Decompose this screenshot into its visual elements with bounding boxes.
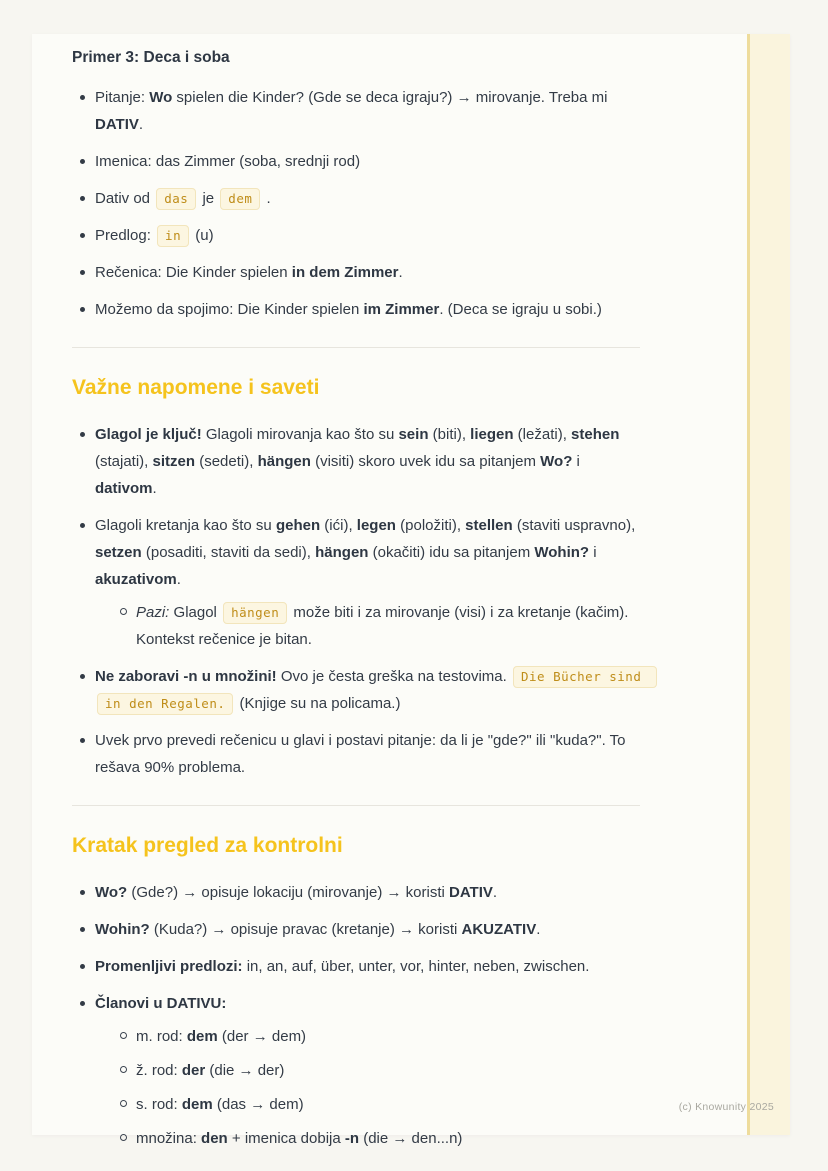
text-segment: . bbox=[492, 884, 498, 901]
text-segment: hängen bbox=[315, 544, 369, 561]
text-segment: dem bbox=[181, 1096, 213, 1113]
list-item bbox=[72, 421, 644, 502]
text-segment: (Gde?) → opisuje lokaciju (mirovanje) → koristi bbox=[127, 884, 449, 901]
section-title-primer-3: Primer 3: Deca i soba bbox=[72, 49, 230, 66]
text-segment: Glagol je ključ! bbox=[95, 426, 202, 443]
text-segment: den bbox=[201, 1130, 228, 1147]
text-segment: sein bbox=[398, 426, 429, 443]
list-item bbox=[72, 148, 644, 175]
text-segment: Uvek prvo prevedi rečenicu u glavi i postavi pitanje: da li je "gde?" ili "kuda?". To rešava 90% problema. bbox=[95, 732, 626, 776]
text-segment: (posaditi, staviti da sedi), bbox=[141, 544, 316, 561]
copyright-footer: (c) Knowunity 2025 bbox=[678, 1101, 774, 1113]
inline-code-chip: Die Bücher sind in den Regalen. bbox=[97, 666, 657, 715]
text-segment: može biti i za mirovanje (visi) i za kretanje (kačim). Kontekst rečenice je bitan. bbox=[136, 604, 629, 648]
text-segment: Wohin? bbox=[534, 544, 590, 561]
text-segment: Pazi: bbox=[136, 604, 170, 621]
list-item bbox=[72, 727, 644, 781]
sub-list-item bbox=[113, 1057, 644, 1084]
text-segment: stellen bbox=[465, 517, 513, 534]
list-item bbox=[72, 222, 644, 249]
sub-list-item bbox=[113, 1023, 644, 1050]
text-segment: Wo bbox=[149, 89, 173, 106]
text-segment: Glagoli mirovanja kao što su bbox=[201, 426, 399, 443]
text-segment: Pitanje: bbox=[95, 89, 150, 106]
text-segment: (die → den...n) bbox=[359, 1130, 463, 1147]
text-segment: gehen bbox=[275, 517, 321, 534]
text-segment: legen bbox=[356, 517, 396, 534]
list-item bbox=[72, 916, 644, 943]
text-segment: i bbox=[572, 453, 580, 470]
list-item bbox=[72, 185, 644, 212]
list-item bbox=[72, 84, 644, 138]
text-segment: Rečenica: Die Kinder spielen bbox=[95, 264, 292, 281]
text-segment: dem bbox=[186, 1028, 218, 1045]
text-segment: Wo? bbox=[95, 884, 128, 901]
sub-list bbox=[113, 1023, 644, 1152]
text-segment: setzen bbox=[95, 544, 142, 561]
text-segment: in, an, auf, über, unter, vor, hinter, neben, zwischen. bbox=[242, 958, 590, 975]
text-segment: stehen bbox=[571, 426, 620, 443]
text-segment: Ne zaboravi -n u množini! bbox=[95, 668, 277, 685]
text-segment: (der → dem) bbox=[217, 1028, 307, 1045]
text-segment: -n bbox=[344, 1130, 360, 1147]
document-page bbox=[32, 34, 790, 1147]
text-segment: AKUZATIV bbox=[461, 921, 537, 938]
text-segment: (Kuda?) → opisuje pravac (kretanje) → koristi bbox=[149, 921, 462, 938]
text-segment: Ovo je česta greška na testovima. bbox=[276, 668, 511, 685]
list-item bbox=[72, 259, 644, 286]
sub-list-item bbox=[113, 1091, 644, 1118]
list-primer-3 bbox=[72, 84, 644, 323]
text-segment: dativom bbox=[95, 480, 153, 497]
text-segment: der bbox=[181, 1062, 206, 1079]
text-segment: . bbox=[138, 116, 144, 133]
text-segment: . bbox=[262, 190, 271, 207]
text-segment: Promenljivi predlozi: bbox=[95, 958, 243, 975]
text-segment: (das → dem) bbox=[212, 1096, 304, 1113]
text-segment: Predlog: bbox=[95, 227, 156, 244]
section-divider-2 bbox=[72, 805, 640, 806]
section-divider-1 bbox=[72, 347, 640, 348]
text-segment: . bbox=[536, 921, 541, 938]
text-segment: Dativ od bbox=[95, 190, 155, 207]
text-segment: (biti), bbox=[428, 426, 471, 443]
list-item bbox=[72, 990, 644, 1152]
sub-list-item bbox=[113, 1125, 644, 1152]
text-segment: Wohin? bbox=[95, 921, 150, 938]
text-segment: m. rod: bbox=[136, 1028, 187, 1045]
document-content bbox=[72, 46, 650, 1158]
text-segment: Glagol bbox=[169, 604, 222, 621]
list-item bbox=[72, 879, 644, 906]
text-segment: množina: bbox=[136, 1130, 202, 1147]
inline-code-chip: dem bbox=[220, 188, 260, 210]
text-segment: (Knjige su na policama.) bbox=[235, 695, 401, 712]
text-segment: DATIV bbox=[449, 884, 493, 901]
text-segment: (staviti uspravno), bbox=[512, 517, 636, 534]
text-segment: (ići), bbox=[320, 517, 357, 534]
text-segment: sitzen bbox=[152, 453, 196, 470]
text-segment: Glagoli kretanja kao što su bbox=[95, 517, 276, 534]
text-segment: in dem Zimmer bbox=[291, 264, 399, 281]
text-segment: Članovi u DATIVU: bbox=[95, 995, 227, 1012]
inline-code-chip: das bbox=[156, 188, 196, 210]
section-title-vazne-napomene: Važne napomene i saveti bbox=[72, 376, 320, 399]
list-item bbox=[72, 663, 650, 717]
page-accent-bar bbox=[747, 34, 790, 1135]
text-segment: . bbox=[398, 264, 403, 281]
sub-list bbox=[113, 599, 644, 653]
text-segment: spielen die Kinder? (Gde se deca igraju?) → mirovanje. Treba mi bbox=[172, 89, 608, 106]
text-segment: (položiti), bbox=[395, 517, 466, 534]
inline-code-chip: in bbox=[157, 225, 189, 247]
text-segment: i bbox=[589, 544, 597, 561]
list-vazne-napomene bbox=[72, 421, 650, 781]
text-segment: . bbox=[176, 571, 181, 588]
list-item bbox=[72, 512, 644, 653]
text-segment: liegen bbox=[470, 426, 514, 443]
list-kratak-pregled bbox=[72, 879, 644, 1152]
list-item bbox=[72, 296, 644, 323]
text-segment: s. rod: bbox=[136, 1096, 182, 1113]
text-segment: (u) bbox=[191, 227, 214, 244]
text-segment: je bbox=[198, 190, 219, 207]
sub-list-item bbox=[113, 599, 644, 653]
text-segment: (ležati), bbox=[513, 426, 572, 443]
text-segment: DATIV bbox=[95, 116, 139, 133]
text-segment: Imenica: das Zimmer (soba, srednji rod) bbox=[95, 153, 361, 170]
text-segment: + imenica dobija bbox=[227, 1130, 345, 1147]
text-segment: Možemo da spojimo: Die Kinder spielen bbox=[95, 301, 364, 318]
text-segment: (stajati), bbox=[95, 453, 153, 470]
list-item bbox=[72, 953, 644, 980]
section-title-kratak-pregled: Kratak pregled za kontrolni bbox=[72, 834, 343, 857]
text-segment: . bbox=[152, 480, 157, 497]
text-segment: (die → der) bbox=[205, 1062, 285, 1079]
text-segment: ž. rod: bbox=[136, 1062, 182, 1079]
text-segment: Wo? bbox=[540, 453, 573, 470]
inline-code-chip: hängen bbox=[223, 602, 287, 624]
text-segment: akuzativom bbox=[95, 571, 177, 588]
text-segment: . (Deca se igraju u sobi.) bbox=[439, 301, 602, 318]
text-segment: (okačiti) idu sa pitanjem bbox=[368, 544, 535, 561]
text-segment: (visiti) skoro uvek idu sa pitanjem bbox=[310, 453, 541, 470]
text-segment: hängen bbox=[257, 453, 311, 470]
text-segment: (sedeti), bbox=[195, 453, 258, 470]
text-segment: im Zimmer bbox=[363, 301, 440, 318]
